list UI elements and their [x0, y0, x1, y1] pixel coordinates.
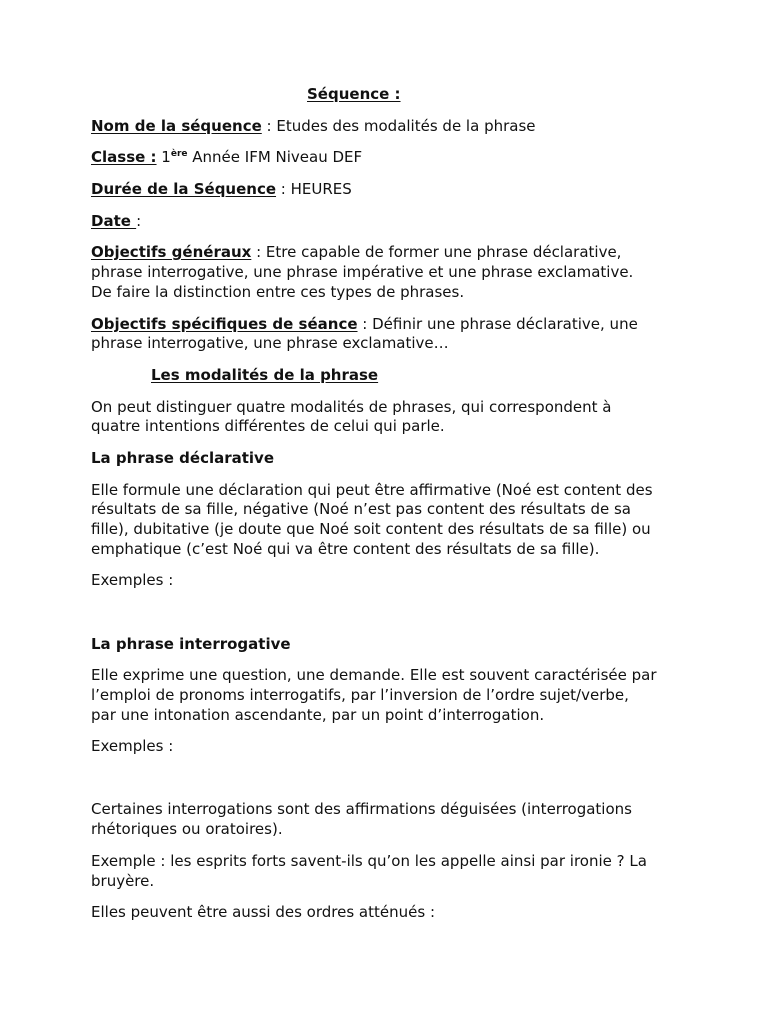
date-line [91, 211, 141, 231]
example-line-1: Exemple : les esprits forts savent-ils qu’on les appelle ainsi par ironie ? La [91, 852, 647, 870]
declarative-examples: Exemples : [91, 571, 174, 589]
duree-label: Durée de la Séquence [91, 180, 277, 198]
objectifs-generaux-line-2: phrase interrogative, une phrase impérative et une phrase exclamative. [91, 263, 634, 281]
objectifs-specifiques-label: Objectifs spécifiques de séance [91, 315, 358, 333]
objectifs-specifiques-line-1 [91, 314, 638, 334]
interrogative-line-1: Elle exprime une question, une demande. Elle est souvent caractérisée par [91, 666, 657, 684]
interrogative-examples: Exemples : [91, 737, 174, 755]
intro-line-2: quatre intentions différentes de celui qui parle. [91, 417, 445, 435]
objectifs-specifiques-line-2: phrase interrogative, une phrase exclamative… [91, 334, 449, 352]
nom-sequence-line [91, 116, 536, 136]
section-title: Les modalités de la phrase [151, 366, 379, 384]
orders-line: Elles peuvent être aussi des ordres atténués : [91, 903, 435, 921]
nom-sequence-label: Nom de la séquence [91, 117, 262, 135]
interrogative-line-2: l’emploi de pronoms interrogatifs, par l’inversion de l’ordre sujet/verbe, [91, 686, 629, 704]
classe-value: Année IFM Niveau DEF [187, 148, 363, 166]
declarative-line-4: emphatique (c’est Noé qui va être content des résultats de sa fille). [91, 540, 600, 558]
date-value: : [136, 212, 142, 230]
declarative-line-3: fille), dubitative (je doute que Noé soit content des résultats de sa fille) ou [91, 520, 651, 538]
intro-line-1: On peut distinguer quatre modalités de phrases, qui correspondent à [91, 398, 612, 416]
objectifs-generaux-line-1 [91, 242, 621, 262]
duree-value: : HEURES [276, 180, 352, 198]
declarative-line-2: résultats de sa fille, négative (Noé n’est pas content des résultats de sa [91, 500, 631, 518]
classe-label: Classe : [91, 148, 157, 166]
declarative-heading: La phrase déclarative [91, 449, 275, 467]
classe-superscript: ère [170, 149, 188, 159]
rhetoric-line-1: Certaines interrogations sont des affirmations déguisées (interrogations [91, 800, 632, 818]
objectifs-generaux-label: Objectifs généraux [91, 243, 252, 261]
objectifs-specifiques-text-1: : Définir une phrase déclarative, une [357, 315, 638, 333]
duree-line [91, 179, 352, 199]
interrogative-line-3: par une intonation ascendante, par un point d’interrogation. [91, 706, 545, 724]
document-title: Séquence : [307, 85, 401, 103]
rhetoric-line-2: rhétoriques ou oratoires). [91, 820, 283, 838]
interrogative-heading: La phrase interrogative [91, 635, 291, 653]
classe-line [91, 147, 362, 170]
nom-sequence-value: : Etudes des modalités de la phrase [261, 117, 536, 135]
objectifs-generaux-text-1: : Etre capable de former une phrase déclarative, [251, 243, 622, 261]
declarative-line-1: Elle formule une déclaration qui peut être affirmative (Noé est content des [91, 481, 653, 499]
example-line-2: bruyère. [91, 872, 155, 890]
date-label: Date [91, 212, 137, 230]
objectifs-generaux-line-3: De faire la distinction entre ces types de phrases. [91, 283, 465, 301]
classe-number: 1 [156, 148, 171, 166]
